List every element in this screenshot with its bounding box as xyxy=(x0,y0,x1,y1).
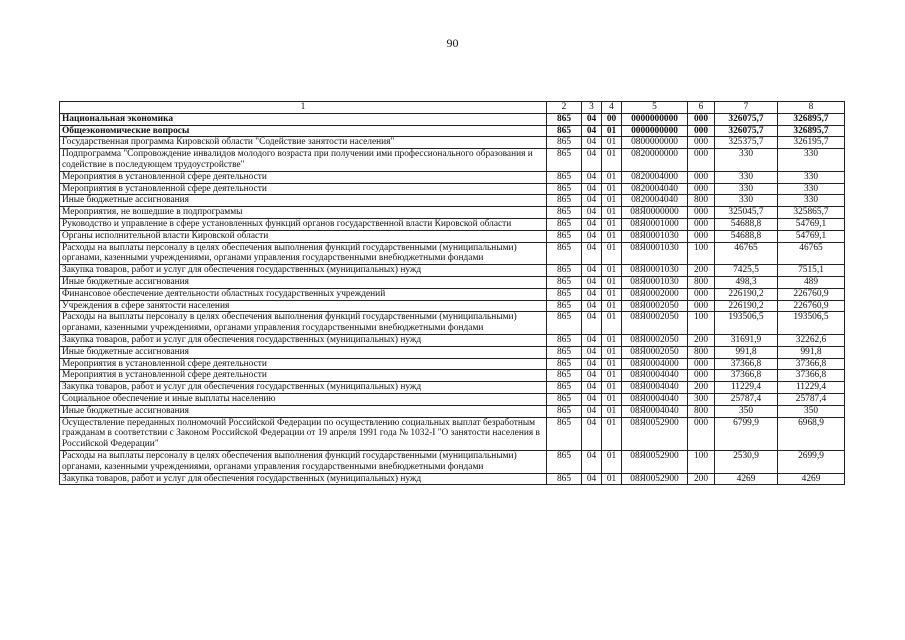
section-code: 04 xyxy=(582,171,602,183)
expense-type-code: 100 xyxy=(688,450,715,473)
amount-year-1: 7425,5 xyxy=(715,265,778,277)
table-row xyxy=(60,242,845,265)
amount-year-2: 6968,9 xyxy=(778,417,845,450)
subsection-code: 01 xyxy=(602,405,622,417)
amount-year-2: 326895,7 xyxy=(778,113,845,125)
row-name: Закупка товаров, работ и услуг для обеспечения государственных (муниципальных) нужд xyxy=(60,334,547,346)
target-item-code: 08Я0052900 xyxy=(622,450,688,473)
target-item-code: 0820000000 xyxy=(622,149,688,172)
ministry-code: 865 xyxy=(547,125,582,137)
section-code: 04 xyxy=(582,183,602,195)
ministry-code: 865 xyxy=(547,370,582,382)
column-header: 5 xyxy=(622,102,688,114)
expense-type-code: 200 xyxy=(688,382,715,394)
ministry-code: 865 xyxy=(547,450,582,473)
amount-year-1: 54688,8 xyxy=(715,230,778,242)
table-row xyxy=(60,183,845,195)
ministry-code: 865 xyxy=(547,218,582,230)
row-name: Мероприятия в установленной сфере деятельности xyxy=(60,183,547,195)
target-item-code: 0000000000 xyxy=(622,125,688,137)
table-row xyxy=(60,450,845,473)
subsection-code: 00 xyxy=(602,113,622,125)
ministry-code: 865 xyxy=(547,171,582,183)
table-row xyxy=(60,370,845,382)
amount-year-1: 11229,4 xyxy=(715,382,778,394)
subsection-code: 01 xyxy=(602,276,622,288)
expense-type-code: 800 xyxy=(688,195,715,207)
ministry-code: 865 xyxy=(547,346,582,358)
ministry-code: 865 xyxy=(547,288,582,300)
target-item-code: 08Я0002050 xyxy=(622,346,688,358)
target-item-code: 08Я0004040 xyxy=(622,393,688,405)
expense-type-code: 000 xyxy=(688,218,715,230)
row-name: Расходы на выплаты персоналу в целях обеспечения выполнения функций государственными (муниципальными) органами, казенными учреждениями, органами управления государственными внебюджетными фондами xyxy=(60,242,547,265)
section-code: 04 xyxy=(582,218,602,230)
subsection-code: 01 xyxy=(602,358,622,370)
row-name: Мероприятия в установленной сфере деятельности xyxy=(60,358,547,370)
amount-year-1: 350 xyxy=(715,405,778,417)
expense-type-code: 800 xyxy=(688,346,715,358)
table-row xyxy=(60,113,845,125)
amount-year-2: 32262,6 xyxy=(778,334,845,346)
row-name: Осуществление переданных полномочий Российской Федерации по осуществлению социальных выплат безработным гражданам в соответствии с Законом Российской Федерации от 19 апреля 1991 года № 1032-I "О занятости населения в Российской Федерации" xyxy=(60,417,547,450)
amount-year-1: 325375,7 xyxy=(715,137,778,149)
ministry-code: 865 xyxy=(547,242,582,265)
table-row xyxy=(60,125,845,137)
section-code: 04 xyxy=(582,276,602,288)
table-row xyxy=(60,265,845,277)
page-number: 90 xyxy=(446,36,459,50)
target-item-code: 08Я0002000 xyxy=(622,288,688,300)
ministry-code: 865 xyxy=(547,207,582,219)
subsection-code: 01 xyxy=(602,149,622,172)
section-code: 04 xyxy=(582,450,602,473)
row-name: Национальная экономика xyxy=(60,113,547,125)
target-item-code: 08Я0004040 xyxy=(622,370,688,382)
target-item-code: 08Я0000000 xyxy=(622,207,688,219)
subsection-code: 01 xyxy=(602,242,622,265)
table-row xyxy=(60,346,845,358)
ministry-code: 865 xyxy=(547,113,582,125)
amount-year-1: 330 xyxy=(715,183,778,195)
table-row xyxy=(60,276,845,288)
expense-type-code: 000 xyxy=(688,183,715,195)
amount-year-2: 489 xyxy=(778,276,845,288)
ministry-code: 865 xyxy=(547,358,582,370)
row-name: Подпрограмма "Сопровождение инвалидов молодого возраста при получении ими профессионального образования и содействие в последующем трудоустройстве" xyxy=(60,149,547,172)
amount-year-2: 991,8 xyxy=(778,346,845,358)
ministry-code: 865 xyxy=(547,195,582,207)
subsection-code: 01 xyxy=(602,207,622,219)
expense-type-code: 000 xyxy=(688,358,715,370)
amount-year-1: 193506,5 xyxy=(715,312,778,335)
amount-year-2: 330 xyxy=(778,171,845,183)
ministry-code: 865 xyxy=(547,276,582,288)
row-name: Учреждения в сфере занятости населения xyxy=(60,300,547,312)
amount-year-1: 25787,4 xyxy=(715,393,778,405)
target-item-code: 08Я0002050 xyxy=(622,312,688,335)
subsection-code: 01 xyxy=(602,265,622,277)
subsection-code: 01 xyxy=(602,450,622,473)
target-item-code: 08Я0001030 xyxy=(622,242,688,265)
subsection-code: 01 xyxy=(602,393,622,405)
row-name: Общеэкономические вопросы xyxy=(60,125,547,137)
amount-year-1: 2530,9 xyxy=(715,450,778,473)
subsection-code: 01 xyxy=(602,195,622,207)
subsection-code: 01 xyxy=(602,473,622,485)
table-row xyxy=(60,171,845,183)
expense-type-code: 000 xyxy=(688,417,715,450)
ministry-code: 865 xyxy=(547,382,582,394)
row-name: Иные бюджетные ассигнования xyxy=(60,276,547,288)
target-item-code: 08Я0004000 xyxy=(622,358,688,370)
subsection-code: 01 xyxy=(602,125,622,137)
section-code: 04 xyxy=(582,382,602,394)
amount-year-1: 37366,8 xyxy=(715,370,778,382)
amount-year-1: 326075,7 xyxy=(715,113,778,125)
amount-year-2: 7515,1 xyxy=(778,265,845,277)
section-code: 04 xyxy=(582,370,602,382)
amount-year-2: 226760,9 xyxy=(778,288,845,300)
amount-year-1: 498,3 xyxy=(715,276,778,288)
target-item-code: 08Я0004040 xyxy=(622,405,688,417)
target-item-code: 08Я0001030 xyxy=(622,230,688,242)
expense-type-code: 800 xyxy=(688,276,715,288)
amount-year-2: 330 xyxy=(778,149,845,172)
expense-type-code: 000 xyxy=(688,230,715,242)
expense-type-code: 000 xyxy=(688,288,715,300)
amount-year-2: 326895,7 xyxy=(778,125,845,137)
table-row xyxy=(60,195,845,207)
section-code: 04 xyxy=(582,358,602,370)
expense-type-code: 000 xyxy=(688,300,715,312)
row-name: Закупка товаров, работ и услуг для обеспечения государственных (муниципальных) нужд xyxy=(60,265,547,277)
amount-year-1: 46765 xyxy=(715,242,778,265)
amount-year-2: 325865,7 xyxy=(778,207,845,219)
expense-type-code: 800 xyxy=(688,405,715,417)
amount-year-2: 350 xyxy=(778,405,845,417)
section-code: 04 xyxy=(582,265,602,277)
subsection-code: 01 xyxy=(602,183,622,195)
section-code: 04 xyxy=(582,149,602,172)
expense-type-code: 000 xyxy=(688,125,715,137)
budget-table xyxy=(59,101,845,485)
amount-year-2: 2699,9 xyxy=(778,450,845,473)
ministry-code: 865 xyxy=(547,312,582,335)
ministry-code: 865 xyxy=(547,230,582,242)
row-name: Мероприятия в установленной сфере деятельности xyxy=(60,370,547,382)
target-item-code: 0800000000 xyxy=(622,137,688,149)
section-code: 04 xyxy=(582,312,602,335)
amount-year-2: 37366,8 xyxy=(778,370,845,382)
target-item-code: 08Я0001030 xyxy=(622,276,688,288)
header-row xyxy=(60,102,845,114)
amount-year-2: 11229,4 xyxy=(778,382,845,394)
column-header: 2 xyxy=(547,102,582,114)
table-row xyxy=(60,218,845,230)
column-header: 1 xyxy=(60,102,547,114)
row-name: Финансовое обеспечение деятельности областных государственных учреждений xyxy=(60,288,547,300)
subsection-code: 01 xyxy=(602,218,622,230)
target-item-code: 08Я0002050 xyxy=(622,334,688,346)
section-code: 04 xyxy=(582,393,602,405)
expense-type-code: 200 xyxy=(688,334,715,346)
section-code: 04 xyxy=(582,405,602,417)
amount-year-2: 193506,5 xyxy=(778,312,845,335)
amount-year-1: 325045,7 xyxy=(715,207,778,219)
amount-year-2: 25787,4 xyxy=(778,393,845,405)
column-header: 4 xyxy=(602,102,622,114)
table-row xyxy=(60,405,845,417)
table-row xyxy=(60,358,845,370)
section-code: 04 xyxy=(582,288,602,300)
subsection-code: 01 xyxy=(602,346,622,358)
target-item-code: 08Я0001030 xyxy=(622,265,688,277)
subsection-code: 01 xyxy=(602,334,622,346)
expense-type-code: 200 xyxy=(688,265,715,277)
expense-type-code: 000 xyxy=(688,207,715,219)
column-header: 8 xyxy=(778,102,845,114)
amount-year-2: 46765 xyxy=(778,242,845,265)
target-item-code: 0820004000 xyxy=(622,171,688,183)
subsection-code: 01 xyxy=(602,288,622,300)
amount-year-1: 4269 xyxy=(715,473,778,485)
row-name: Социальное обеспечение и иные выплаты населению xyxy=(60,393,547,405)
table-row xyxy=(60,288,845,300)
section-code: 04 xyxy=(582,137,602,149)
amount-year-1: 37366,8 xyxy=(715,358,778,370)
target-item-code: 0000000000 xyxy=(622,113,688,125)
subsection-code: 01 xyxy=(602,137,622,149)
amount-year-2: 37366,8 xyxy=(778,358,845,370)
expense-type-code: 000 xyxy=(688,149,715,172)
section-code: 04 xyxy=(582,417,602,450)
target-item-code: 08Я0001000 xyxy=(622,218,688,230)
amount-year-2: 4269 xyxy=(778,473,845,485)
subsection-code: 01 xyxy=(602,312,622,335)
target-item-code: 08Я0052900 xyxy=(622,417,688,450)
ministry-code: 865 xyxy=(547,405,582,417)
amount-year-1: 6799,9 xyxy=(715,417,778,450)
table-row xyxy=(60,393,845,405)
table-row xyxy=(60,300,845,312)
section-code: 04 xyxy=(582,473,602,485)
subsection-code: 01 xyxy=(602,417,622,450)
section-code: 04 xyxy=(582,300,602,312)
amount-year-1: 31691,9 xyxy=(715,334,778,346)
expense-type-code: 000 xyxy=(688,137,715,149)
section-code: 04 xyxy=(582,113,602,125)
target-item-code: 08Я0052900 xyxy=(622,473,688,485)
ministry-code: 865 xyxy=(547,183,582,195)
table-row xyxy=(60,137,845,149)
table-row xyxy=(60,207,845,219)
row-name: Мероприятия в установленной сфере деятельности xyxy=(60,171,547,183)
table-row xyxy=(60,334,845,346)
ministry-code: 865 xyxy=(547,300,582,312)
section-code: 04 xyxy=(582,207,602,219)
row-name: Закупка товаров, работ и услуг для обеспечения государственных (муниципальных) нужд xyxy=(60,382,547,394)
ministry-code: 865 xyxy=(547,334,582,346)
amount-year-1: 330 xyxy=(715,149,778,172)
amount-year-1: 226190,2 xyxy=(715,288,778,300)
section-code: 04 xyxy=(582,195,602,207)
row-name: Иные бюджетные ассигнования xyxy=(60,346,547,358)
ministry-code: 865 xyxy=(547,393,582,405)
expense-type-code: 000 xyxy=(688,171,715,183)
row-name: Расходы на выплаты персоналу в целях обеспечения выполнения функций государственными (муниципальными) органами, казенными учреждениями, органами управления государственными внебюджетными фондами xyxy=(60,450,547,473)
subsection-code: 01 xyxy=(602,382,622,394)
column-header: 7 xyxy=(715,102,778,114)
section-code: 04 xyxy=(582,334,602,346)
row-name: Иные бюджетные ассигнования xyxy=(60,195,547,207)
table-row xyxy=(60,473,845,485)
table-row xyxy=(60,312,845,335)
target-item-code: 0820004040 xyxy=(622,195,688,207)
amount-year-2: 226760,9 xyxy=(778,300,845,312)
amount-year-2: 54769,1 xyxy=(778,230,845,242)
row-name: Закупка товаров, работ и услуг для обеспечения государственных (муниципальных) нужд xyxy=(60,473,547,485)
row-name: Расходы на выплаты персоналу в целях обеспечения выполнения функций государственными (муниципальными) органами, казенными учреждениями, органами управления государственными внебюджетными фондами xyxy=(60,312,547,335)
target-item-code: 08Я0004040 xyxy=(622,382,688,394)
row-name: Государственная программа Кировской области "Содействие занятости населения" xyxy=(60,137,547,149)
amount-year-2: 330 xyxy=(778,195,845,207)
row-name: Органы исполнительной власти Кировской области xyxy=(60,230,547,242)
table-row xyxy=(60,382,845,394)
ministry-code: 865 xyxy=(547,417,582,450)
ministry-code: 865 xyxy=(547,137,582,149)
expense-type-code: 000 xyxy=(688,113,715,125)
column-header: 3 xyxy=(582,102,602,114)
target-item-code: 08Я0002050 xyxy=(622,300,688,312)
subsection-code: 01 xyxy=(602,171,622,183)
table-row xyxy=(60,230,845,242)
amount-year-1: 226190,2 xyxy=(715,300,778,312)
expense-type-code: 200 xyxy=(688,473,715,485)
table-row xyxy=(60,149,845,172)
amount-year-1: 54688,8 xyxy=(715,218,778,230)
section-code: 04 xyxy=(582,242,602,265)
ministry-code: 865 xyxy=(547,149,582,172)
section-code: 04 xyxy=(582,230,602,242)
amount-year-1: 326075,7 xyxy=(715,125,778,137)
row-name: Руководство и управление в сфере установленных функций органов государственной власти Кировской области xyxy=(60,218,547,230)
amount-year-2: 330 xyxy=(778,183,845,195)
subsection-code: 01 xyxy=(602,370,622,382)
amount-year-2: 326195,7 xyxy=(778,137,845,149)
ministry-code: 865 xyxy=(547,473,582,485)
expense-type-code: 100 xyxy=(688,242,715,265)
target-item-code: 0820004040 xyxy=(622,183,688,195)
table-row xyxy=(60,417,845,450)
amount-year-1: 330 xyxy=(715,195,778,207)
row-name: Иные бюджетные ассигнования xyxy=(60,405,547,417)
section-code: 04 xyxy=(582,346,602,358)
section-code: 04 xyxy=(582,125,602,137)
amount-year-1: 330 xyxy=(715,171,778,183)
expense-type-code: 300 xyxy=(688,393,715,405)
amount-year-1: 991,8 xyxy=(715,346,778,358)
expense-type-code: 000 xyxy=(688,370,715,382)
subsection-code: 01 xyxy=(602,300,622,312)
ministry-code: 865 xyxy=(547,265,582,277)
expense-type-code: 100 xyxy=(688,312,715,335)
amount-year-2: 54769,1 xyxy=(778,218,845,230)
subsection-code: 01 xyxy=(602,230,622,242)
row-name: Мероприятия, не вошедшие в подпрограммы xyxy=(60,207,547,219)
column-header: 6 xyxy=(688,102,715,114)
